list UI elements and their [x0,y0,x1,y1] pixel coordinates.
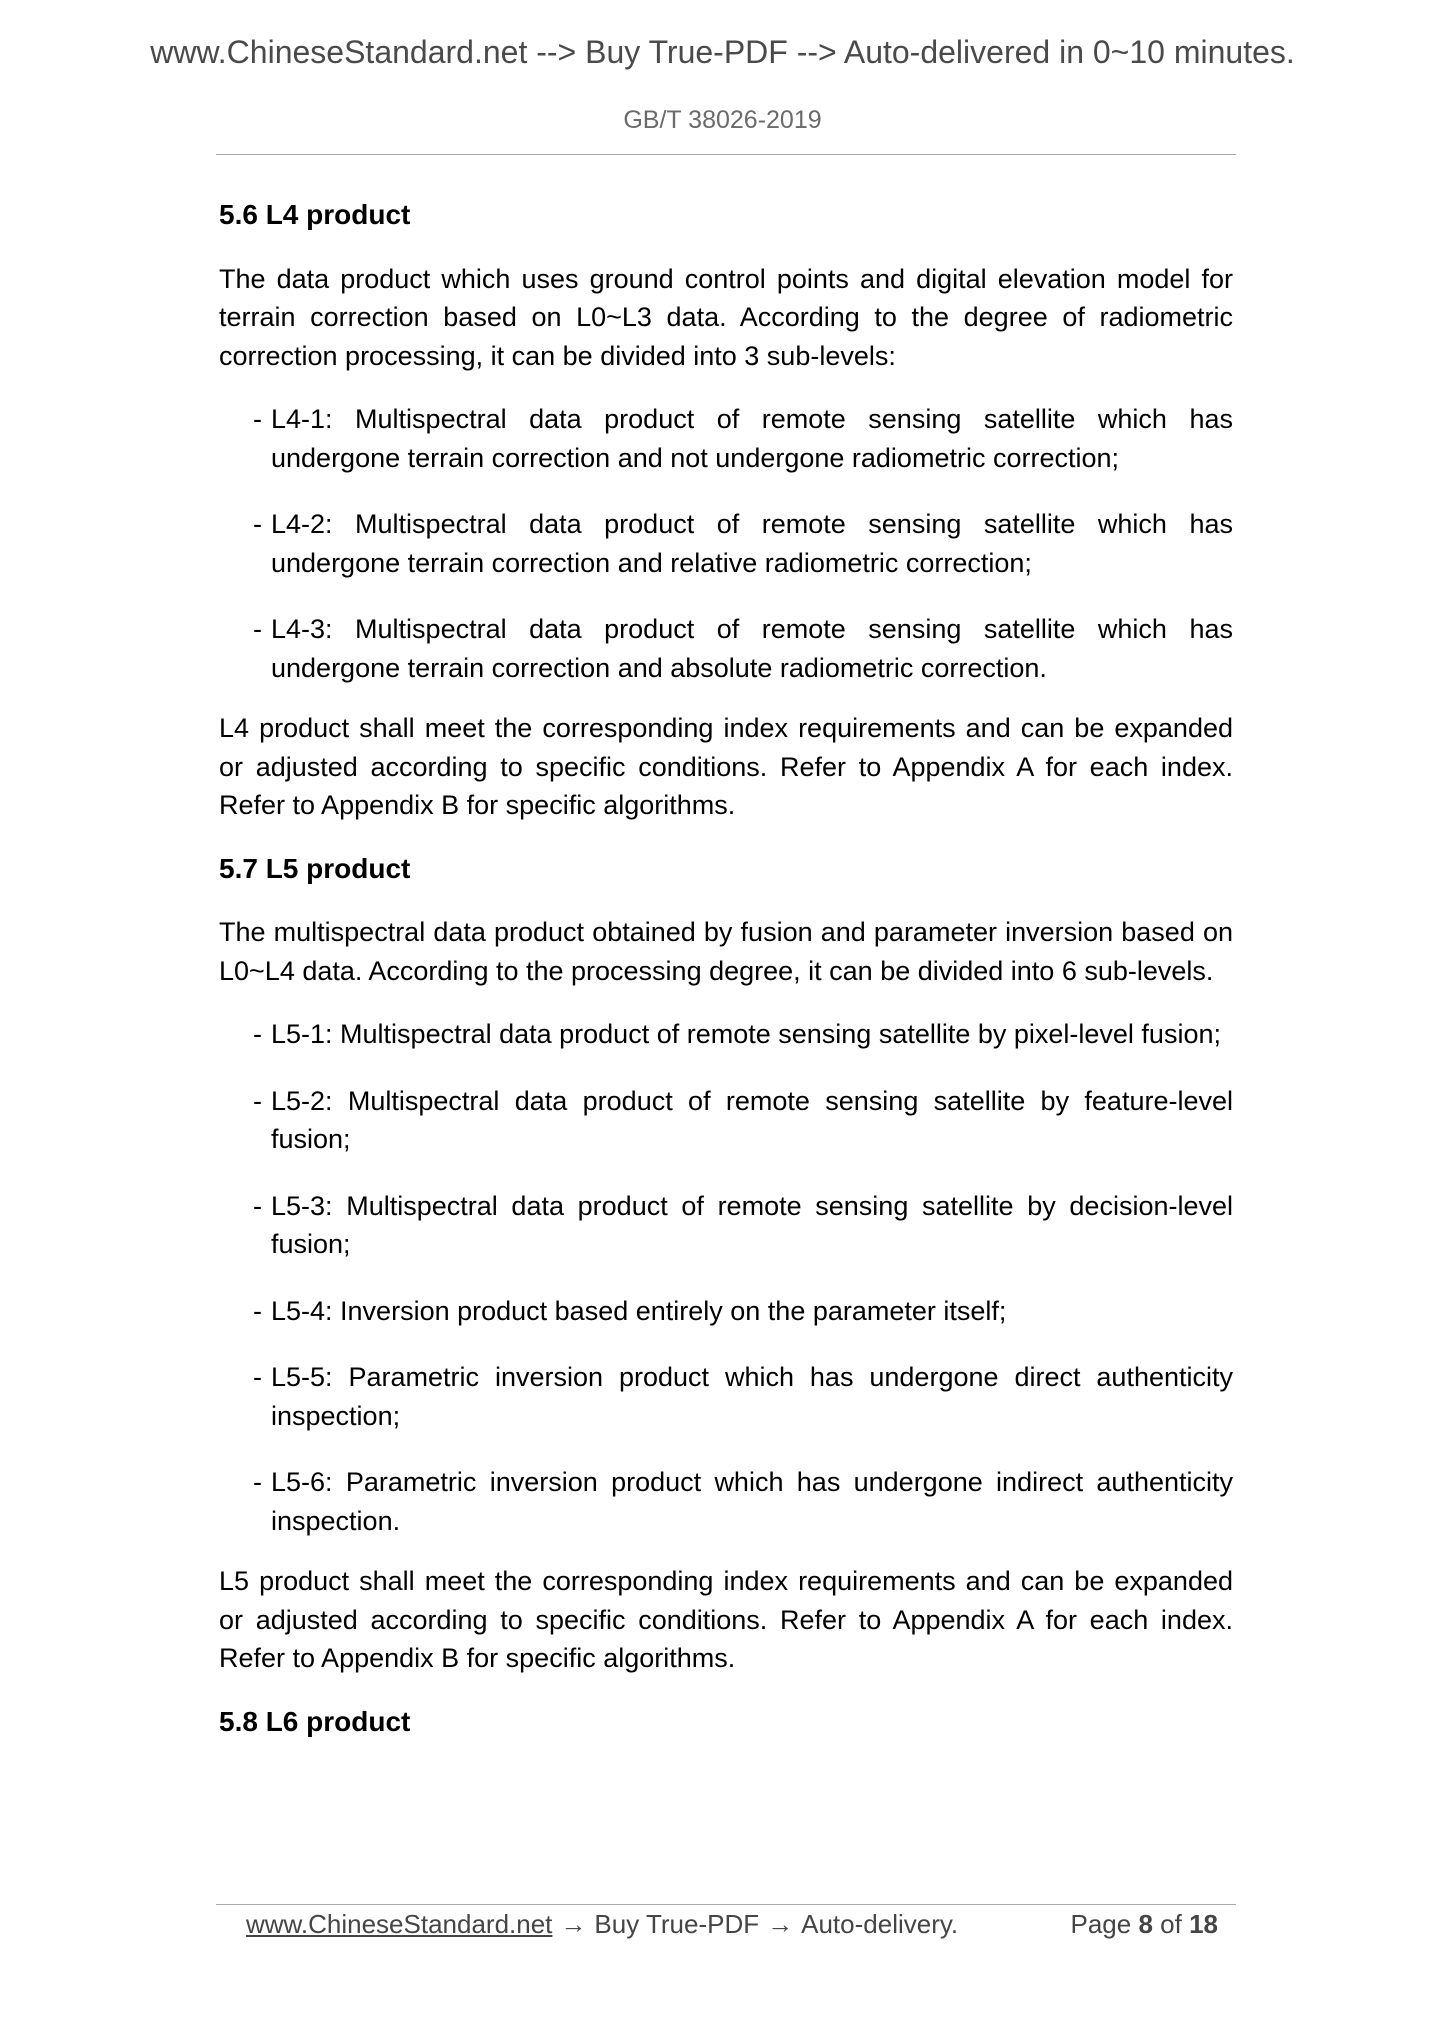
section-5-8 [219,1703,1233,1742]
total-pages: 18 [1189,1909,1218,1939]
section-intro: The data product which uses ground control points and digital elevation model for terrain correction based on L0~L3 data. According to the degree of radiometric correction processing, it can be divided into 3 sub-levels: [219,263,1233,371]
section-closing: L4 product shall meet the corresponding index requirements and can be expanded or adjusted according to specific conditions. Refer to Appendix A for each index. Refer to Appendix B for specific algorithms. [219,713,1233,820]
arrow-right-icon: → [560,1909,587,1939]
footer-buy-text: Buy True-PDF [594,1909,760,1939]
list-item: - L5-1: Multispectral data product of remote sensing satellite by pixel-level fusion; [219,1015,1233,1054]
document-body [219,196,1233,1766]
top-banner: www.ChineseStandard.net --> Buy True-PDF --> Auto-delivered in 0~10 minutes. [150,34,1295,70]
list-item: - L4-3: Multispectral data product of remote sensing satellite which has undergone terrain correction and absolute radiometric correction. [219,610,1233,687]
section-5-7 [219,850,1233,1678]
list-item: - L5-6: Parametric inversion product which has undergone indirect authenticity inspection. [219,1463,1233,1540]
page-indicator [1070,1904,1218,1944]
section-heading: 5.6 L4 product [219,199,411,230]
list-dash: - [253,509,262,539]
list-item: - L5-4: Inversion product based entirely on the parameter itself; [219,1292,1233,1331]
footer-site-link[interactable]: www.ChineseStandard.net [246,1909,553,1939]
list-dash: - [253,1085,262,1116]
arrow-right-icon: → [767,1909,794,1939]
page-number: 8 [1138,1909,1153,1939]
list-item: - L4-2: Multispectral data product of remote sensing satellite which has undergone terrain correction and relative radiometric correction; [219,505,1233,582]
page-footer [246,1904,1218,1944]
section-5-6 [219,196,1233,825]
list-dash: - [253,1362,262,1392]
of-label: of [1160,1909,1182,1939]
section-intro: The multispectral data product obtained by fusion and parameter inversion based on L0~L4 data. According to the processing degree, it can be divided into 6 sub-levels. [219,917,1233,986]
list-item: - L5-3: Multispectral data product of remote sensing satellite by decision-level fusion; [219,1187,1233,1264]
section-heading: 5.7 L5 product [219,852,411,884]
list-dash: - [253,404,262,434]
standard-number: GB/T 38026-2019 [623,106,822,134]
list-dash: - [253,614,262,644]
sub-level-list [219,400,1233,687]
section-heading: 5.8 L6 product [219,1705,411,1737]
list-item: - L5-5: Parametric inversion product which has undergone direct authenticity inspection; [219,1358,1233,1435]
list-item: - L5-2: Multispectral data product of remote sensing satellite by feature-level fusion; [219,1082,1233,1159]
list-dash: - [253,1190,262,1221]
list-dash: - [253,1295,262,1326]
list-dash: - [253,1467,262,1497]
sub-level-list [219,1015,1233,1540]
header-divider [216,154,1236,155]
list-dash: - [253,1019,262,1049]
page-label: Page [1070,1909,1132,1939]
footer-delivery-text: Auto-delivery. [801,1909,959,1939]
list-item: - L4-1: Multispectral data product of remote sensing satellite which has undergone terrain correction and not undergone radiometric correction; [219,400,1233,477]
section-closing: L5 product shall meet the corresponding index requirements and can be expanded or adjusted according to specific conditions. Refer to Appendix A for each index. Refer to Appendix B for specific algorithms. [219,1566,1233,1673]
